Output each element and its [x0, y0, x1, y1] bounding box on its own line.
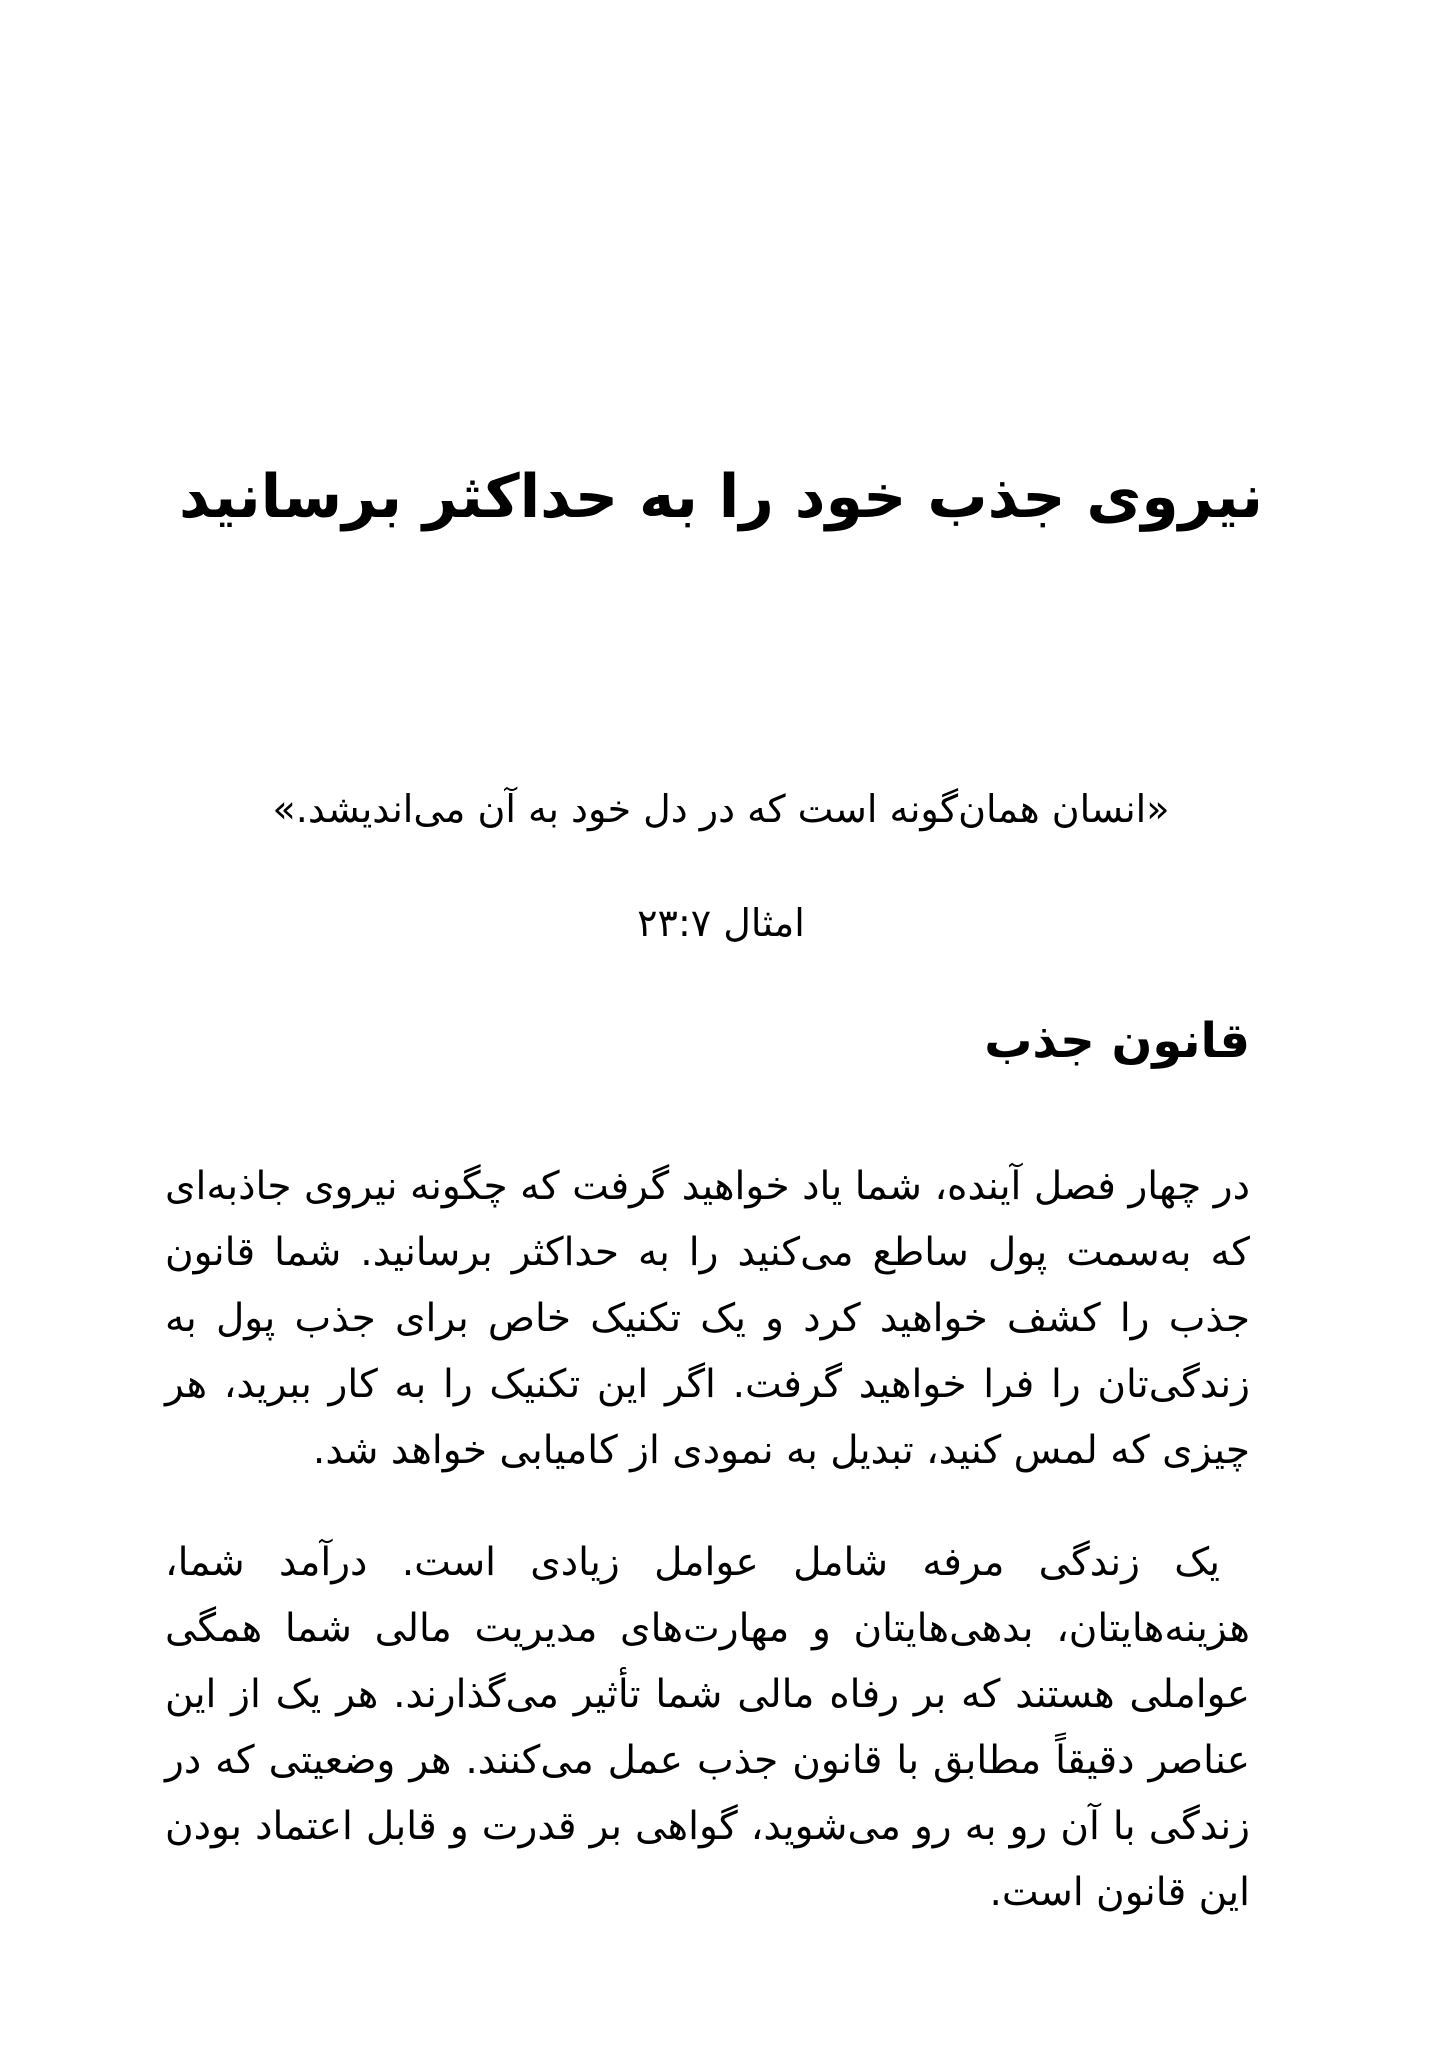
- epigraph-source: امثال ۲۳:۷: [637, 901, 805, 945]
- section-heading: قانون جذب: [984, 1013, 1250, 1069]
- page-title: نیروی جذب خود را به حداکثر برسانید: [178, 462, 1264, 532]
- section-body: [165, 1154, 1250, 1926]
- epigraph-quote: «انسان همان‌گونه است که در دل خود به آن می‌اندیشد.»: [272, 787, 1170, 831]
- body-paragraph: یک زندگی مرفه شامل عوامل زیادی است. درآمد شما، هزینه‌هایتان، بدهی‌هایتان و مهارت‌های مدیریت مالی شما همگی عواملی هستند که بر رفاه مالی شما تأثیر می‌گذارند. هر یک از این عناصر دقیقاً مطابق با قانون جذب عمل می‌کنند. هر وضعیتی که در زندگی با آن رو به رو می‌شوید، گواهی بر قدرت و قابل اعتماد بودن این قانون است.: [165, 1540, 1250, 1915]
- body-paragraph: در چهار فصل آینده، شما یاد خواهید گرفت که چگونه نیروی جاذبه‌ای که به‌سمت پول ساطع می‌کنید را به حداکثر برسانید. شما قانون جذب را کشف خواهید کرد و یک تکنیک خاص برای جذب پول به زندگی‌تان را فرا خواهید گرفت. اگر این تکنیک را به کار ببرید، هر چیزی که لمس کنید، تبدیل به نمودی از کامیابی خواهد شد.: [165, 1164, 1250, 1473]
